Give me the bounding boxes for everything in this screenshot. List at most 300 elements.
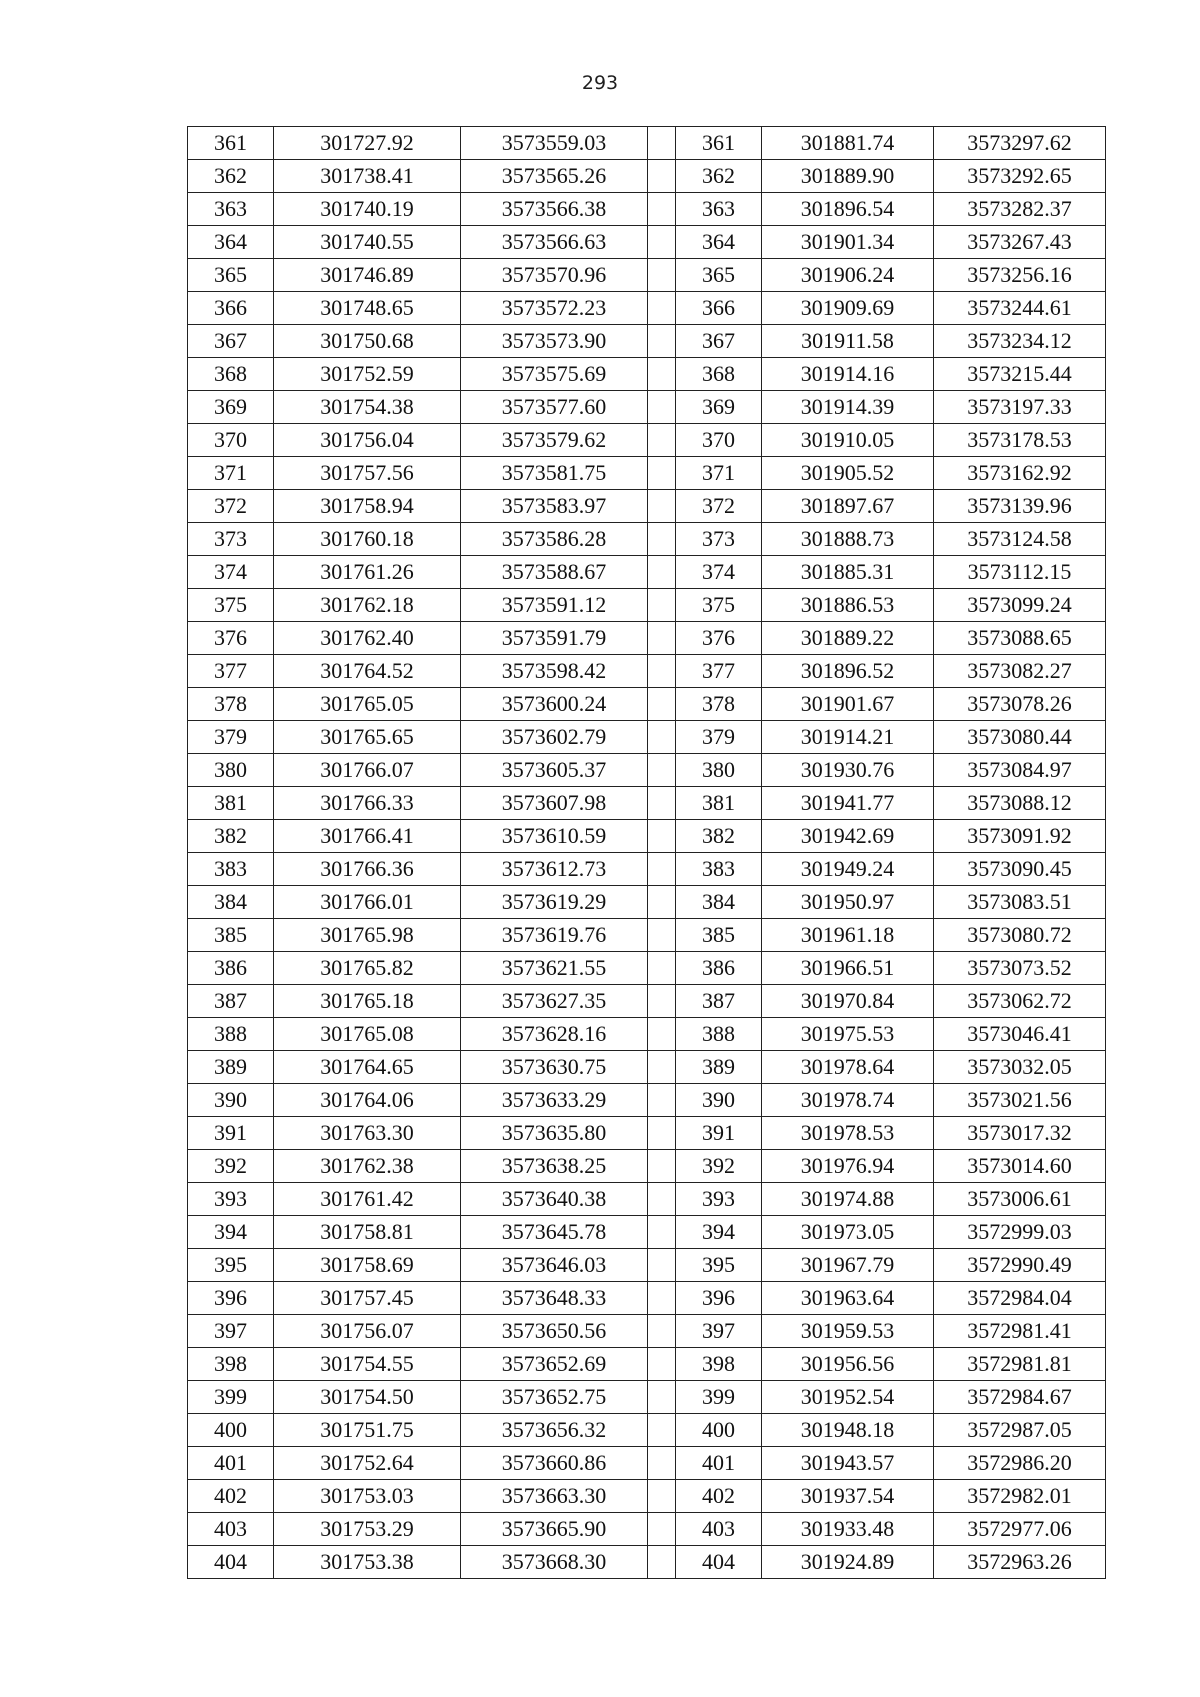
right-y-coordinate-cell: 3573088.12 (934, 787, 1106, 820)
right-y-coordinate-cell: 3573032.05 (934, 1051, 1106, 1084)
left-point-number-cell: 366 (188, 292, 274, 325)
left-y-coordinate-cell: 3573598.42 (461, 655, 648, 688)
left-point-number-cell: 399 (188, 1381, 274, 1414)
separator-cell (648, 556, 676, 589)
right-point-number-cell: 381 (676, 787, 762, 820)
left-point-number-cell: 384 (188, 886, 274, 919)
right-point-number-cell: 393 (676, 1183, 762, 1216)
right-y-coordinate-cell: 3573178.53 (934, 424, 1106, 457)
right-x-coordinate-cell: 301941.77 (762, 787, 934, 820)
left-y-coordinate-cell: 3573591.12 (461, 589, 648, 622)
table-row (188, 1381, 1106, 1414)
table-row (188, 193, 1106, 226)
left-point-number-cell: 362 (188, 160, 274, 193)
left-y-coordinate-cell: 3573591.79 (461, 622, 648, 655)
left-y-coordinate-cell: 3573612.73 (461, 853, 648, 886)
right-y-coordinate-cell: 3573099.24 (934, 589, 1106, 622)
separator-cell (648, 622, 676, 655)
right-y-coordinate-cell: 3573073.52 (934, 952, 1106, 985)
right-y-coordinate-cell: 3573078.26 (934, 688, 1106, 721)
left-point-number-cell: 392 (188, 1150, 274, 1183)
left-point-number-cell: 371 (188, 457, 274, 490)
right-point-number-cell: 391 (676, 1117, 762, 1150)
right-y-coordinate-cell: 3572990.49 (934, 1249, 1106, 1282)
right-y-coordinate-cell: 3573090.45 (934, 853, 1106, 886)
left-point-number-cell: 363 (188, 193, 274, 226)
left-y-coordinate-cell: 3573573.90 (461, 325, 648, 358)
right-y-coordinate-cell: 3573062.72 (934, 985, 1106, 1018)
left-x-coordinate-cell: 301762.38 (274, 1150, 461, 1183)
right-x-coordinate-cell: 301906.24 (762, 259, 934, 292)
left-point-number-cell: 372 (188, 490, 274, 523)
left-x-coordinate-cell: 301753.03 (274, 1480, 461, 1513)
left-x-coordinate-cell: 301765.18 (274, 985, 461, 1018)
right-y-coordinate-cell: 3573017.32 (934, 1117, 1106, 1150)
left-y-coordinate-cell: 3573630.75 (461, 1051, 648, 1084)
separator-cell (648, 1183, 676, 1216)
left-point-number-cell: 369 (188, 391, 274, 424)
right-y-coordinate-cell: 3573080.72 (934, 919, 1106, 952)
right-point-number-cell: 369 (676, 391, 762, 424)
left-x-coordinate-cell: 301746.89 (274, 259, 461, 292)
right-y-coordinate-cell: 3573014.60 (934, 1150, 1106, 1183)
left-y-coordinate-cell: 3573628.16 (461, 1018, 648, 1051)
right-point-number-cell: 365 (676, 259, 762, 292)
separator-cell (648, 292, 676, 325)
right-point-number-cell: 398 (676, 1348, 762, 1381)
table-row (188, 457, 1106, 490)
separator-cell (648, 688, 676, 721)
left-x-coordinate-cell: 301751.75 (274, 1414, 461, 1447)
right-x-coordinate-cell: 301978.53 (762, 1117, 934, 1150)
right-x-coordinate-cell: 301930.76 (762, 754, 934, 787)
left-x-coordinate-cell: 301727.92 (274, 127, 461, 160)
right-point-number-cell: 372 (676, 490, 762, 523)
left-x-coordinate-cell: 301753.29 (274, 1513, 461, 1546)
right-point-number-cell: 378 (676, 688, 762, 721)
right-y-coordinate-cell: 3573139.96 (934, 490, 1106, 523)
left-point-number-cell: 375 (188, 589, 274, 622)
right-y-coordinate-cell: 3573083.51 (934, 886, 1106, 919)
right-point-number-cell: 366 (676, 292, 762, 325)
left-y-coordinate-cell: 3573602.79 (461, 721, 648, 754)
left-y-coordinate-cell: 3573652.69 (461, 1348, 648, 1381)
right-point-number-cell: 375 (676, 589, 762, 622)
left-point-number-cell: 401 (188, 1447, 274, 1480)
separator-cell (648, 820, 676, 853)
right-x-coordinate-cell: 301933.48 (762, 1513, 934, 1546)
table-row (188, 1513, 1106, 1546)
left-point-number-cell: 370 (188, 424, 274, 457)
left-x-coordinate-cell: 301761.26 (274, 556, 461, 589)
right-x-coordinate-cell: 301978.64 (762, 1051, 934, 1084)
right-point-number-cell: 390 (676, 1084, 762, 1117)
left-y-coordinate-cell: 3573650.56 (461, 1315, 648, 1348)
right-y-coordinate-cell: 3573046.41 (934, 1018, 1106, 1051)
right-point-number-cell: 373 (676, 523, 762, 556)
left-x-coordinate-cell: 301754.38 (274, 391, 461, 424)
right-y-coordinate-cell: 3573215.44 (934, 358, 1106, 391)
left-y-coordinate-cell: 3573565.26 (461, 160, 648, 193)
right-x-coordinate-cell: 301914.21 (762, 721, 934, 754)
separator-cell (648, 1051, 676, 1084)
coordinate-table-body (188, 127, 1106, 1579)
left-y-coordinate-cell: 3573633.29 (461, 1084, 648, 1117)
separator-cell (648, 259, 676, 292)
left-x-coordinate-cell: 301754.55 (274, 1348, 461, 1381)
right-point-number-cell: 402 (676, 1480, 762, 1513)
right-x-coordinate-cell: 301924.89 (762, 1546, 934, 1579)
separator-cell (648, 391, 676, 424)
left-point-number-cell: 404 (188, 1546, 274, 1579)
left-point-number-cell: 365 (188, 259, 274, 292)
separator-cell (648, 358, 676, 391)
left-x-coordinate-cell: 301758.81 (274, 1216, 461, 1249)
separator-cell (648, 127, 676, 160)
left-x-coordinate-cell: 301766.01 (274, 886, 461, 919)
right-x-coordinate-cell: 301973.05 (762, 1216, 934, 1249)
left-x-coordinate-cell: 301750.68 (274, 325, 461, 358)
left-point-number-cell: 367 (188, 325, 274, 358)
left-y-coordinate-cell: 3573600.24 (461, 688, 648, 721)
right-point-number-cell: 361 (676, 127, 762, 160)
right-y-coordinate-cell: 3573234.12 (934, 325, 1106, 358)
left-y-coordinate-cell: 3573572.23 (461, 292, 648, 325)
right-x-coordinate-cell: 301949.24 (762, 853, 934, 886)
table-row (188, 391, 1106, 424)
right-point-number-cell: 374 (676, 556, 762, 589)
right-y-coordinate-cell: 3572984.04 (934, 1282, 1106, 1315)
page-number: 293 (581, 72, 619, 94)
right-point-number-cell: 404 (676, 1546, 762, 1579)
table-row (188, 160, 1106, 193)
separator-cell (648, 655, 676, 688)
table-row (188, 292, 1106, 325)
left-y-coordinate-cell: 3573627.35 (461, 985, 648, 1018)
left-point-number-cell: 361 (188, 127, 274, 160)
table-row (188, 490, 1106, 523)
left-y-coordinate-cell: 3573645.78 (461, 1216, 648, 1249)
right-y-coordinate-cell: 3573112.15 (934, 556, 1106, 589)
right-point-number-cell: 388 (676, 1018, 762, 1051)
left-point-number-cell: 394 (188, 1216, 274, 1249)
right-y-coordinate-cell: 3573021.56 (934, 1084, 1106, 1117)
right-point-number-cell: 377 (676, 655, 762, 688)
separator-cell (648, 589, 676, 622)
table-row (188, 358, 1106, 391)
separator-cell (648, 1414, 676, 1447)
left-point-number-cell: 385 (188, 919, 274, 952)
table-row (188, 688, 1106, 721)
table-row (188, 1480, 1106, 1513)
right-y-coordinate-cell: 3573267.43 (934, 226, 1106, 259)
right-y-coordinate-cell: 3572963.26 (934, 1546, 1106, 1579)
right-y-coordinate-cell: 3572981.81 (934, 1348, 1106, 1381)
right-x-coordinate-cell: 301901.67 (762, 688, 934, 721)
table-row (188, 325, 1106, 358)
right-y-coordinate-cell: 3573124.58 (934, 523, 1106, 556)
right-point-number-cell: 400 (676, 1414, 762, 1447)
table-row (188, 226, 1106, 259)
separator-cell (648, 1480, 676, 1513)
right-x-coordinate-cell: 301914.39 (762, 391, 934, 424)
left-point-number-cell: 395 (188, 1249, 274, 1282)
left-y-coordinate-cell: 3573668.30 (461, 1546, 648, 1579)
left-y-coordinate-cell: 3573660.86 (461, 1447, 648, 1480)
right-x-coordinate-cell: 301897.67 (762, 490, 934, 523)
right-y-coordinate-cell: 3572984.67 (934, 1381, 1106, 1414)
left-y-coordinate-cell: 3573665.90 (461, 1513, 648, 1546)
right-point-number-cell: 399 (676, 1381, 762, 1414)
right-x-coordinate-cell: 301909.69 (762, 292, 934, 325)
right-point-number-cell: 368 (676, 358, 762, 391)
left-x-coordinate-cell: 301756.07 (274, 1315, 461, 1348)
right-x-coordinate-cell: 301937.54 (762, 1480, 934, 1513)
separator-cell (648, 1216, 676, 1249)
table-row (188, 1546, 1106, 1579)
left-point-number-cell: 403 (188, 1513, 274, 1546)
left-point-number-cell: 390 (188, 1084, 274, 1117)
table-row (188, 787, 1106, 820)
left-x-coordinate-cell: 301766.36 (274, 853, 461, 886)
left-point-number-cell: 388 (188, 1018, 274, 1051)
separator-cell (648, 919, 676, 952)
right-y-coordinate-cell: 3573162.92 (934, 457, 1106, 490)
right-y-coordinate-cell: 3572987.05 (934, 1414, 1106, 1447)
left-point-number-cell: 381 (188, 787, 274, 820)
right-point-number-cell: 362 (676, 160, 762, 193)
right-point-number-cell: 403 (676, 1513, 762, 1546)
left-point-number-cell: 376 (188, 622, 274, 655)
left-point-number-cell: 364 (188, 226, 274, 259)
left-y-coordinate-cell: 3573646.03 (461, 1249, 648, 1282)
left-y-coordinate-cell: 3573575.69 (461, 358, 648, 391)
left-point-number-cell: 378 (188, 688, 274, 721)
left-point-number-cell: 368 (188, 358, 274, 391)
left-y-coordinate-cell: 3573588.67 (461, 556, 648, 589)
left-x-coordinate-cell: 301763.30 (274, 1117, 461, 1150)
left-point-number-cell: 383 (188, 853, 274, 886)
separator-cell (648, 457, 676, 490)
left-x-coordinate-cell: 301765.65 (274, 721, 461, 754)
left-y-coordinate-cell: 3573652.75 (461, 1381, 648, 1414)
table-row (188, 952, 1106, 985)
table-row (188, 1051, 1106, 1084)
left-point-number-cell: 397 (188, 1315, 274, 1348)
right-x-coordinate-cell: 301905.52 (762, 457, 934, 490)
right-x-coordinate-cell: 301950.97 (762, 886, 934, 919)
separator-cell (648, 325, 676, 358)
separator-cell (648, 1282, 676, 1315)
left-y-coordinate-cell: 3573605.37 (461, 754, 648, 787)
table-row (188, 655, 1106, 688)
separator-cell (648, 226, 676, 259)
left-point-number-cell: 391 (188, 1117, 274, 1150)
table-row (188, 259, 1106, 292)
right-x-coordinate-cell: 301966.51 (762, 952, 934, 985)
left-x-coordinate-cell: 301748.65 (274, 292, 461, 325)
table-row (188, 1216, 1106, 1249)
table-row (188, 721, 1106, 754)
right-y-coordinate-cell: 3572977.06 (934, 1513, 1106, 1546)
right-point-number-cell: 367 (676, 325, 762, 358)
left-x-coordinate-cell: 301753.38 (274, 1546, 461, 1579)
separator-cell (648, 721, 676, 754)
left-point-number-cell: 380 (188, 754, 274, 787)
separator-cell (648, 886, 676, 919)
right-y-coordinate-cell: 3573244.61 (934, 292, 1106, 325)
separator-cell (648, 523, 676, 556)
separator-cell (648, 424, 676, 457)
left-y-coordinate-cell: 3573577.60 (461, 391, 648, 424)
separator-cell (648, 490, 676, 523)
left-x-coordinate-cell: 301757.56 (274, 457, 461, 490)
table-row (188, 853, 1106, 886)
table-row (188, 589, 1106, 622)
right-point-number-cell: 385 (676, 919, 762, 952)
right-y-coordinate-cell: 3572999.03 (934, 1216, 1106, 1249)
left-y-coordinate-cell: 3573579.62 (461, 424, 648, 457)
table-row (188, 985, 1106, 1018)
left-x-coordinate-cell: 301754.50 (274, 1381, 461, 1414)
coordinate-table (187, 126, 1106, 1579)
left-x-coordinate-cell: 301752.64 (274, 1447, 461, 1480)
left-x-coordinate-cell: 301764.06 (274, 1084, 461, 1117)
left-x-coordinate-cell: 301757.45 (274, 1282, 461, 1315)
left-point-number-cell: 387 (188, 985, 274, 1018)
right-x-coordinate-cell: 301948.18 (762, 1414, 934, 1447)
separator-cell (648, 1546, 676, 1579)
right-y-coordinate-cell: 3572986.20 (934, 1447, 1106, 1480)
right-point-number-cell: 379 (676, 721, 762, 754)
right-x-coordinate-cell: 301885.31 (762, 556, 934, 589)
left-y-coordinate-cell: 3573566.38 (461, 193, 648, 226)
separator-cell (648, 787, 676, 820)
left-x-coordinate-cell: 301758.94 (274, 490, 461, 523)
left-x-coordinate-cell: 301760.18 (274, 523, 461, 556)
left-point-number-cell: 373 (188, 523, 274, 556)
left-x-coordinate-cell: 301752.59 (274, 358, 461, 391)
separator-cell (648, 1249, 676, 1282)
left-y-coordinate-cell: 3573559.03 (461, 127, 648, 160)
left-x-coordinate-cell: 301764.52 (274, 655, 461, 688)
right-y-coordinate-cell: 3572981.41 (934, 1315, 1106, 1348)
right-y-coordinate-cell: 3573080.44 (934, 721, 1106, 754)
right-y-coordinate-cell: 3573091.92 (934, 820, 1106, 853)
right-y-coordinate-cell: 3573082.27 (934, 655, 1106, 688)
left-x-coordinate-cell: 301765.82 (274, 952, 461, 985)
left-x-coordinate-cell: 301762.18 (274, 589, 461, 622)
right-y-coordinate-cell: 3573084.97 (934, 754, 1106, 787)
left-y-coordinate-cell: 3573566.63 (461, 226, 648, 259)
left-y-coordinate-cell: 3573570.96 (461, 259, 648, 292)
left-y-coordinate-cell: 3573648.33 (461, 1282, 648, 1315)
left-y-coordinate-cell: 3573635.80 (461, 1117, 648, 1150)
table-row (188, 1282, 1106, 1315)
right-x-coordinate-cell: 301952.54 (762, 1381, 934, 1414)
left-x-coordinate-cell: 301765.08 (274, 1018, 461, 1051)
right-point-number-cell: 384 (676, 886, 762, 919)
separator-cell (648, 160, 676, 193)
right-point-number-cell: 394 (676, 1216, 762, 1249)
left-point-number-cell: 402 (188, 1480, 274, 1513)
separator-cell (648, 1348, 676, 1381)
left-point-number-cell: 398 (188, 1348, 274, 1381)
right-point-number-cell: 371 (676, 457, 762, 490)
right-y-coordinate-cell: 3573006.61 (934, 1183, 1106, 1216)
left-y-coordinate-cell: 3573656.32 (461, 1414, 648, 1447)
right-point-number-cell: 370 (676, 424, 762, 457)
table-row (188, 820, 1106, 853)
table-row (188, 754, 1106, 787)
right-point-number-cell: 387 (676, 985, 762, 1018)
table-row (188, 1084, 1106, 1117)
separator-cell (648, 1315, 676, 1348)
right-x-coordinate-cell: 301889.90 (762, 160, 934, 193)
right-point-number-cell: 363 (676, 193, 762, 226)
right-y-coordinate-cell: 3573197.33 (934, 391, 1106, 424)
left-y-coordinate-cell: 3573663.30 (461, 1480, 648, 1513)
left-point-number-cell: 379 (188, 721, 274, 754)
table-row (188, 1249, 1106, 1282)
left-y-coordinate-cell: 3573638.25 (461, 1150, 648, 1183)
right-point-number-cell: 376 (676, 622, 762, 655)
left-x-coordinate-cell: 301738.41 (274, 160, 461, 193)
separator-cell (648, 1150, 676, 1183)
right-point-number-cell: 386 (676, 952, 762, 985)
left-y-coordinate-cell: 3573619.29 (461, 886, 648, 919)
right-point-number-cell: 392 (676, 1150, 762, 1183)
right-x-coordinate-cell: 301914.16 (762, 358, 934, 391)
right-x-coordinate-cell: 301963.64 (762, 1282, 934, 1315)
right-y-coordinate-cell: 3573256.16 (934, 259, 1106, 292)
table-row (188, 1183, 1106, 1216)
table-row (188, 919, 1106, 952)
separator-cell (648, 193, 676, 226)
right-x-coordinate-cell: 301896.52 (762, 655, 934, 688)
right-x-coordinate-cell: 301967.79 (762, 1249, 934, 1282)
right-x-coordinate-cell: 301910.05 (762, 424, 934, 457)
right-y-coordinate-cell: 3573297.62 (934, 127, 1106, 160)
left-point-number-cell: 382 (188, 820, 274, 853)
right-y-coordinate-cell: 3573282.37 (934, 193, 1106, 226)
table-row (188, 424, 1106, 457)
right-x-coordinate-cell: 301974.88 (762, 1183, 934, 1216)
separator-cell (648, 1513, 676, 1546)
right-x-coordinate-cell: 301961.18 (762, 919, 934, 952)
separator-cell (648, 754, 676, 787)
table-row (188, 523, 1106, 556)
left-point-number-cell: 377 (188, 655, 274, 688)
table-row (188, 1447, 1106, 1480)
right-x-coordinate-cell: 301888.73 (762, 523, 934, 556)
table-row (188, 622, 1106, 655)
table-row (188, 1315, 1106, 1348)
left-x-coordinate-cell: 301762.40 (274, 622, 461, 655)
left-x-coordinate-cell: 301766.33 (274, 787, 461, 820)
left-y-coordinate-cell: 3573619.76 (461, 919, 648, 952)
left-point-number-cell: 393 (188, 1183, 274, 1216)
right-x-coordinate-cell: 301956.56 (762, 1348, 934, 1381)
right-x-coordinate-cell: 301959.53 (762, 1315, 934, 1348)
right-x-coordinate-cell: 301911.58 (762, 325, 934, 358)
left-y-coordinate-cell: 3573586.28 (461, 523, 648, 556)
left-x-coordinate-cell: 301766.07 (274, 754, 461, 787)
left-x-coordinate-cell: 301756.04 (274, 424, 461, 457)
left-point-number-cell: 374 (188, 556, 274, 589)
left-y-coordinate-cell: 3573583.97 (461, 490, 648, 523)
right-x-coordinate-cell: 301886.53 (762, 589, 934, 622)
